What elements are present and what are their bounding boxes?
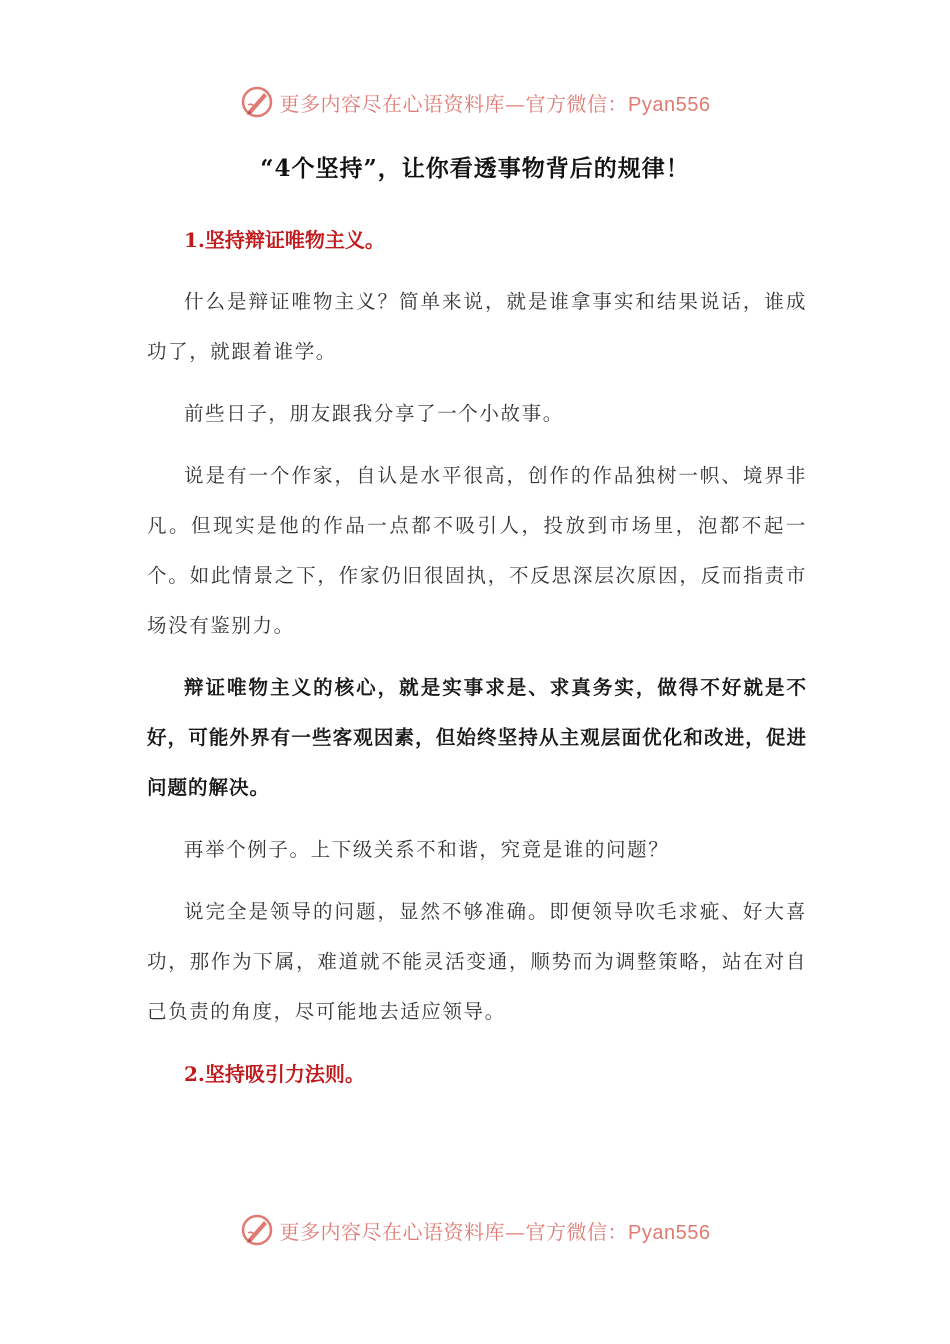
paragraph-emphasis: 辩证唯物主义的核心，就是实事求是、求真务实，做得不好就是不好，可能外界有一些客观因素，但始终坚持从主观层面优化和改进，促进问题的解决。 <box>147 676 807 799</box>
banner-label: 更多内容尽在心语资料库—官方微信： <box>279 1219 629 1244</box>
banner-text <box>280 88 711 117</box>
pen-circle-logo-icon <box>240 85 274 119</box>
header-banner <box>0 80 950 124</box>
paragraph: 再举个例子。上下级关系不和谐，究竟是谁的问题？ <box>184 838 670 861</box>
paragraph: 说是有一个作家，自认是水平很高，创作的作品独树一帜、境界非凡。但现实是他的作品一点都不吸引人，投放到市场里，泡都不起一个。如此情景之下，作家仍旧很固执，不反思深层次原因，反而指责市场没有鉴别力。 <box>147 464 807 637</box>
footer-banner <box>0 1208 950 1252</box>
pen-circle-logo-icon <box>240 1213 274 1247</box>
document-body <box>147 215 807 1099</box>
banner-wechat-id: Pyan556 <box>628 1221 711 1244</box>
section-heading-2: 2.坚持吸引力法则。 <box>184 1062 365 1086</box>
banner-wechat-id: Pyan556 <box>628 93 711 116</box>
document-title: “4个坚持”，让你看透事物背后的规律！ <box>260 155 690 182</box>
section-heading-1: 1.坚持辩证唯物主义。 <box>184 228 385 252</box>
banner-text <box>280 1216 711 1245</box>
banner-label: 更多内容尽在心语资料库—官方微信： <box>279 91 629 116</box>
paragraph: 什么是辩证唯物主义？简单来说，就是谁拿事实和结果说话，谁成功了，就跟着谁学。 <box>147 290 807 363</box>
paragraph: 前些日子，朋友跟我分享了一个小故事。 <box>184 402 564 425</box>
paragraph: 说完全是领导的问题，显然不够准确。即便领导吹毛求疵、好大喜功，那作为下属，难道就不能灵活变通，顺势而为调整策略，站在对自己负责的角度，尽可能地去适应领导。 <box>147 900 807 1023</box>
